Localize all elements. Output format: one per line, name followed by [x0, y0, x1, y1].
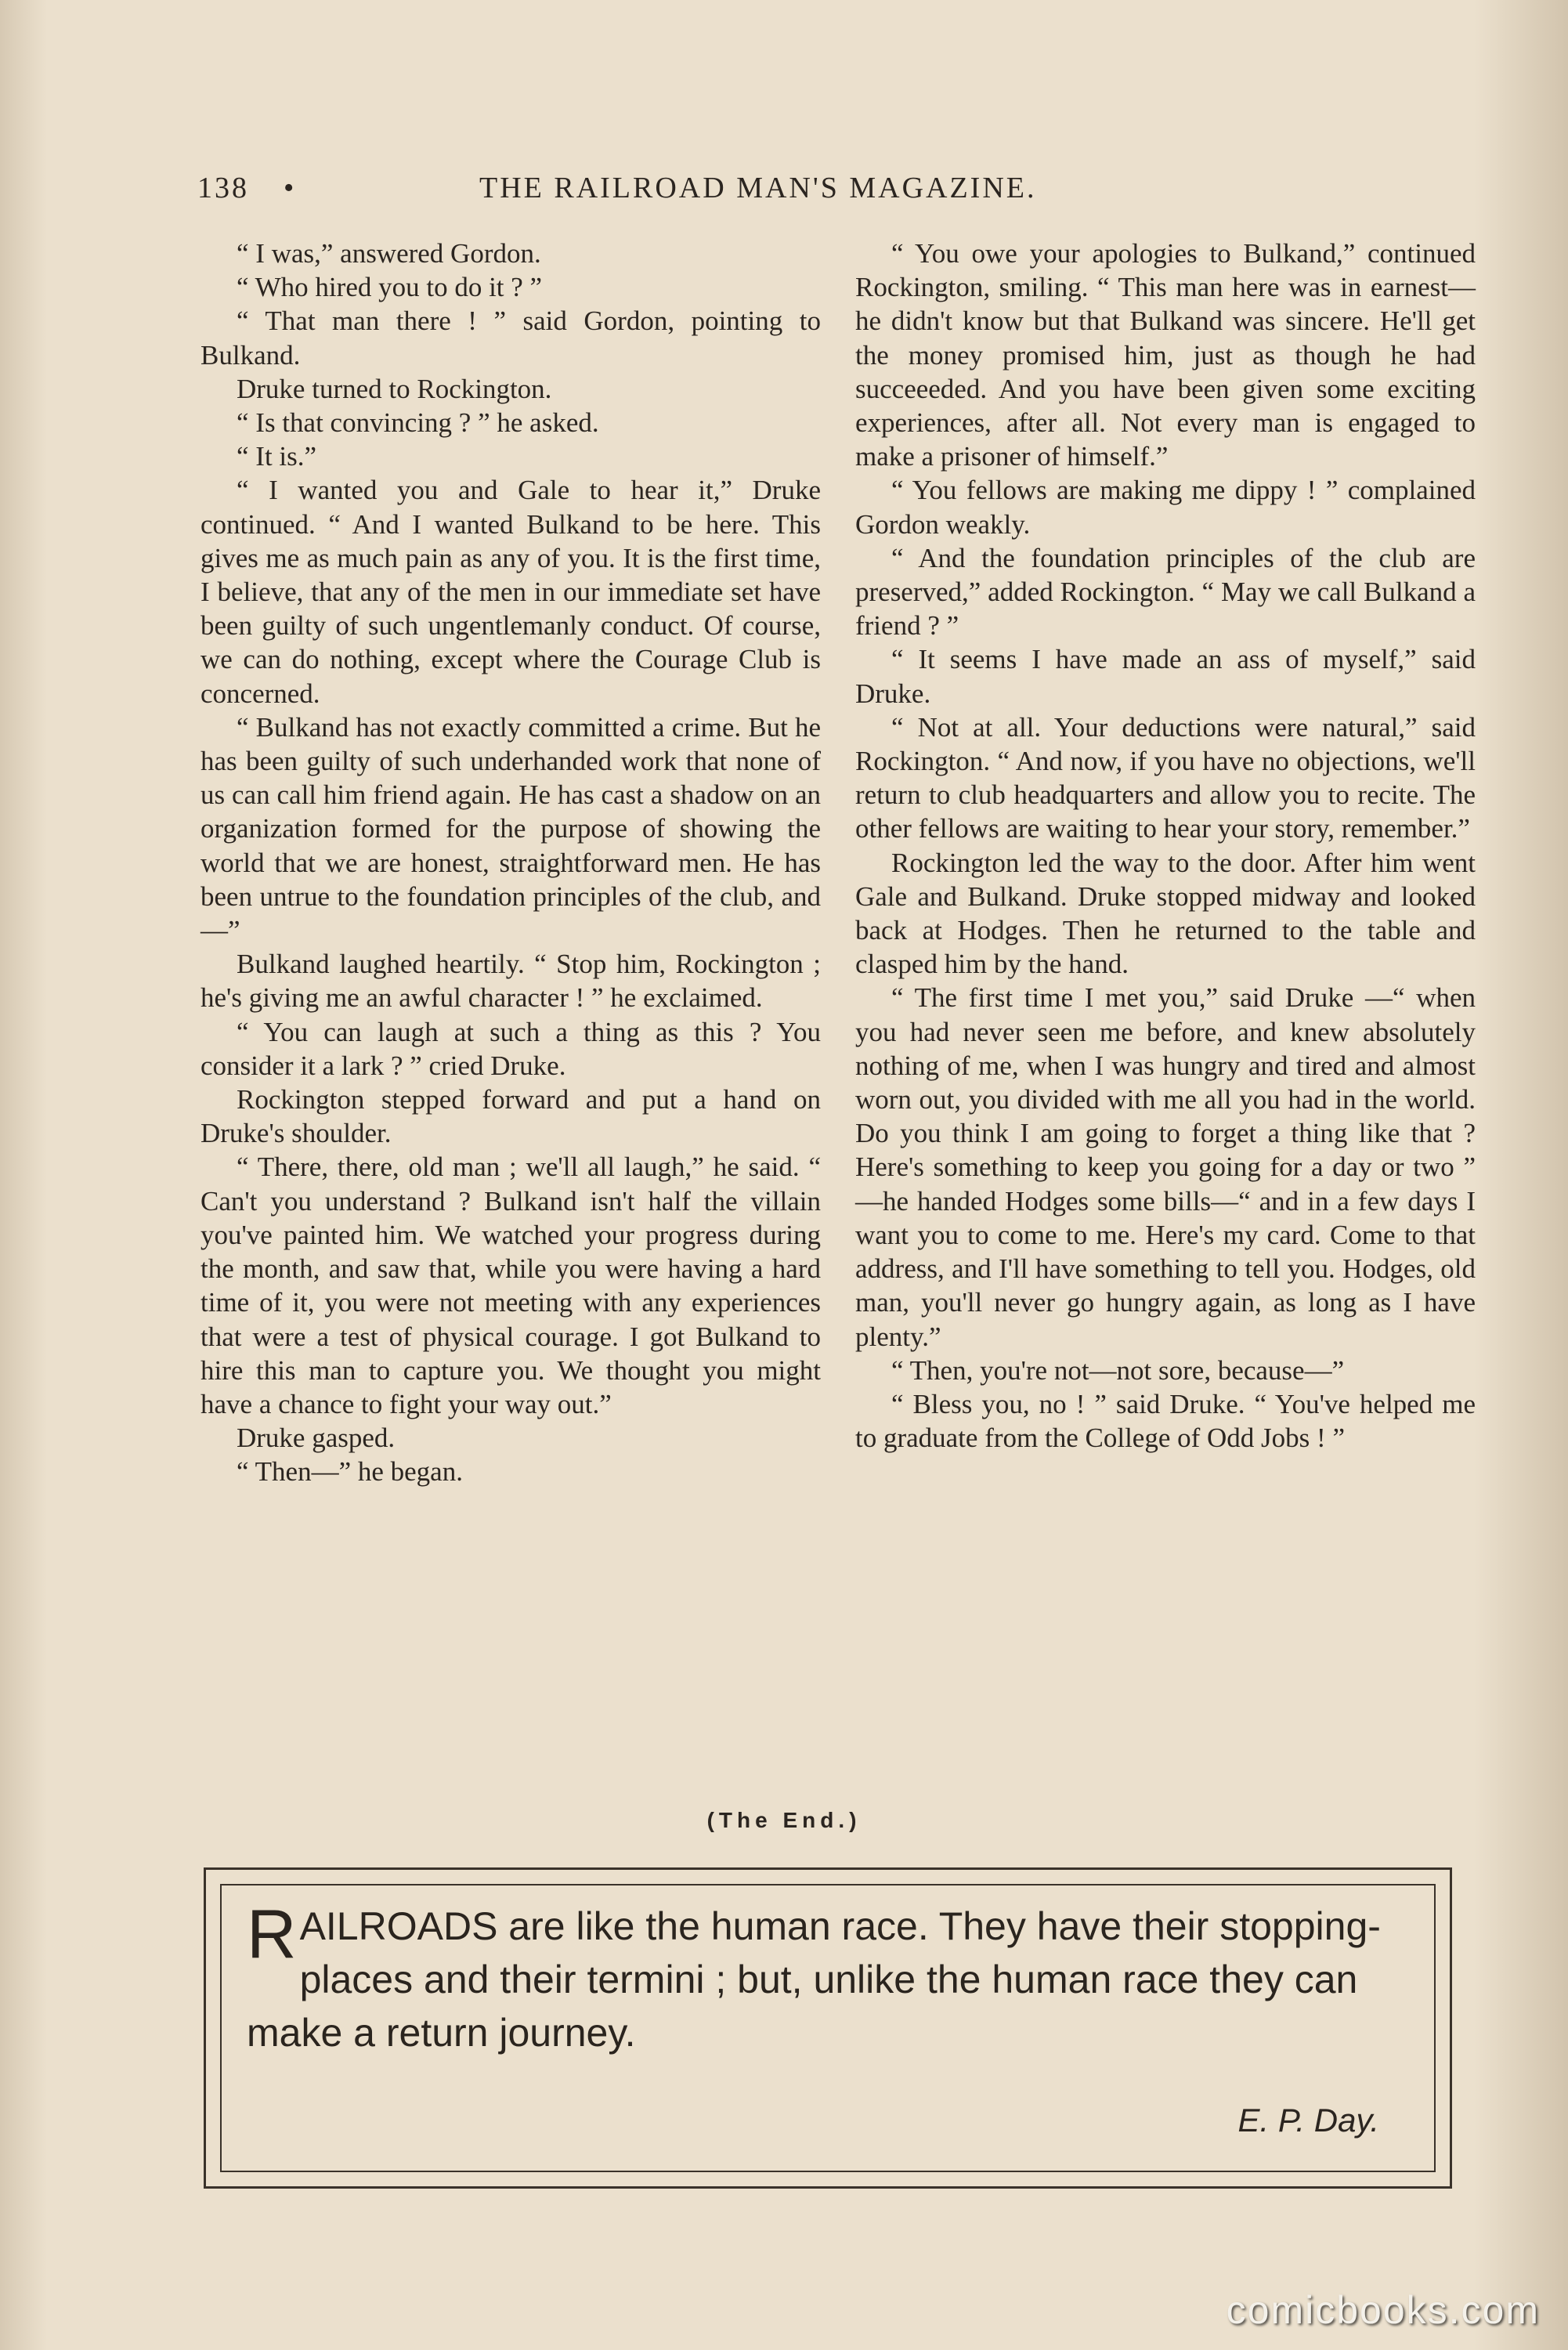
paragraph: “ There, there, old man ; we'll all laugh,” he said. “ Can't you understand ? Bulkand isn't half the villain you've painted him. We watched your progress during the month, and saw that, while you were having a hard time of it, you were not meeting with any experiences that were a test of physical courage. I got Bulkand to hire this man to capture you. We thought you might have a chance to fight your way out.”: [201, 1152, 821, 1419]
paragraph: Druke turned to Rockington.: [237, 373, 552, 404]
magazine-title: THE RAILROAD MAN'S MAGAZINE.: [479, 172, 1037, 204]
paragraph: “ You owe your apologies to Bulkand,” continued Rockington, smiling. “ This man here was in earnest—he didn't know but that Bulkand was sincere. He'll get the money promised him, just as though he had succeeeded. And you have been given some exciting experiences, after all. Not every man is engaged to make a prisoner of himself.”: [855, 238, 1476, 472]
paragraph: “ Is that convincing ? ” he asked.: [237, 407, 599, 439]
paragraph: “ Who hired you to do it ? ”: [237, 272, 543, 303]
paragraph: “ That man there ! ” said Gordon, pointing to Bulkand.: [201, 306, 821, 371]
paragraph: “ Then—” he began.: [237, 1456, 463, 1488]
paragraph: “ It is.”: [237, 441, 317, 472]
paragraph: “ Bless you, no ! ” said Druke. “ You've helped me to graduate from the College of Odd Jobs ! ”: [855, 1388, 1476, 1454]
paragraph: “ You fellows are making me dippy ! ” complained Gordon weakly.: [855, 475, 1476, 540]
paragraph: “ Not at all. Your deductions were natural,” said Rockington. “ And now, if you have no objections, we'll return to club headquarters and allow you to recite. The other fellows are waiting to hear your story, remember.”: [855, 711, 1476, 844]
paragraph: Rockington stepped forward and put a hand on Druke's shoulder.: [201, 1084, 821, 1149]
paragraph: “ It seems I have made an ass of myself,” said Druke.: [855, 644, 1476, 709]
quote-author: E. P. Day.: [1237, 2102, 1379, 2138]
quote-body: AILROADS are like the human race. They have their stopping-places and their termini ; but, unlike the human race they can make a return journey.: [247, 1904, 1381, 2055]
paragraph: “ Then, you're not—not sore, because—”: [891, 1354, 1345, 1386]
quote-box: [204, 1867, 1452, 2189]
header-bullet: •: [284, 172, 297, 204]
paragraph: “ Bulkand has not exactly committed a crime. But he has been guilty of such underhanded work that none of us can call him friend again. He has cast a shadow on an organization formed for the purpose of showing the world that we are honest, straightforward men. He has been untrue to the foundation principles of the club, and—”: [201, 711, 821, 946]
page-number: 138: [197, 172, 249, 204]
paragraph: “ I wanted you and Gale to hear it,” Druke continued. “ And I wanted Bulkand to be here. This gives me as much pain as any of you. It is the first time, I believe, that any of the men in our immediate set have been guilty of such ungentlemanly conduct. Of course, we can do nothing, except where the Courage Club is concerned.: [201, 475, 821, 709]
page-header: [197, 171, 1372, 218]
paragraph: “ You can laugh at such a thing as this ? You consider it a lark ? ” cried Druke.: [201, 1016, 821, 1081]
end-note: (The End.): [706, 1808, 862, 1832]
paragraph: “ The first time I met you,” said Druke —“ when you had never seen me before, and knew absolutely nothing of me, when I was hungry and tired and almost worn out, you divided with me all you had in the world. Do you think I am going to forget a thing like that ? Here's something to keep you going for a day or two ” —he handed Hodges some bills—“ and in a few days I want you to come to me. Here's my card. Come to that address, and I'll have something to tell you. Hodges, old man, you'll never go hungry again, as long as I have plenty.”: [855, 982, 1476, 1352]
paragraph: Bulkand laughed heartily. “ Stop him, Rockington ; he's giving me an awful character ! ” he exclaimed.: [201, 949, 821, 1014]
watermark-logo: comicbooks.com: [1226, 2288, 1540, 2332]
paragraph: Rockington led the way to the door. After him went Gale and Bulkand. Druke stopped midway and looked back at Hodges. Then he returned to the table and clasped him by the hand.: [855, 847, 1476, 980]
drop-cap: R: [247, 1895, 297, 1972]
quote-text: [247, 1895, 1390, 2059]
paragraph: Druke gasped.: [237, 1423, 396, 1454]
paragraph: “ And the foundation principles of the club are preserved,” added Rockington. “ May we call Bulkand a friend ? ”: [855, 542, 1476, 642]
right-column: [855, 237, 1476, 1455]
paragraph: “ I was,” answered Gordon.: [237, 238, 541, 269]
left-column: [201, 237, 821, 1489]
